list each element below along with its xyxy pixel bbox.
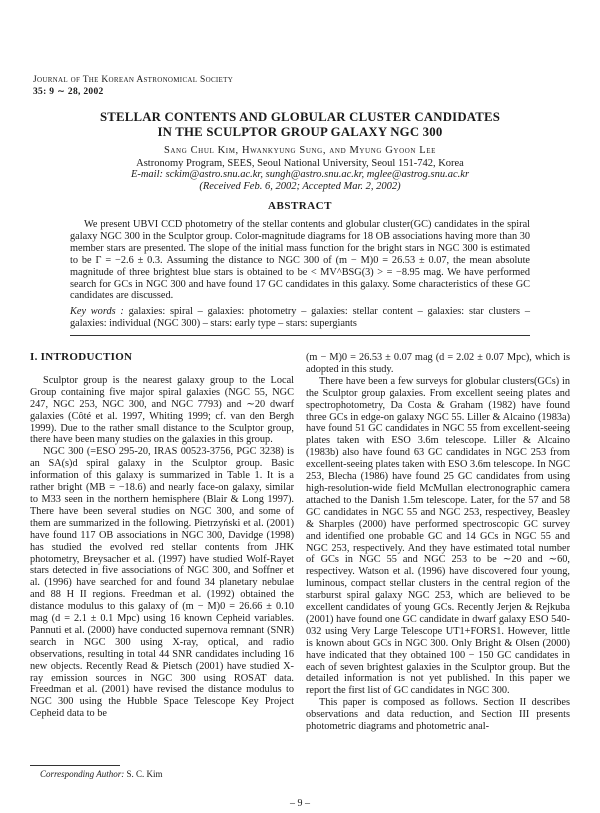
author-list: Sang Chul Kim, Hwankyung Sung, and Myung Gyoon Lee — [163, 145, 437, 156]
footnote — [40, 769, 163, 779]
journal-name: Journal of The Korean Astronomical Society — [33, 75, 234, 85]
body-paragraph: NGC 300 (=ESO 295-20, IRAS 00523-3756, PGC 3238) is an SA(s)d spiral galaxy in the Sculptor group. Basic information of this galaxy is summarized in Table 1. It is a rather bright (MB = −18.6) and nearly face-on galaxy, similar to M33 seen in the northern hemisphere (Blair & Long 1997). There have been several studies on NGC 300, and some of them are summarized in the following. Pietrzyński et al. (2001) have found 117 OB associations in NGC 300, Davidge (1998) has studied the evolved red stellar contents from JHK photometry, Breysacher et al. (1997) have studied Wolf-Rayet stars detected in five associations of NGC 300, and Soffner et al. (1996) have searched for and found 34 planetary nebulae and 88 H II regions. Freedman et al. (1992) obtained the distance modulus to this galaxy of (m − M)0 = 26.66 ± 0.10 mag (d = 2.1 ± 0.1 Mpc) using 16 known Cepheid variables. Pannuti et al. (2000) have conducted supernova remnant (SNR) search in NGC 300 using X-ray, optical, and radio observations, resulting in total 44 SNR candidates including 16 new objects. Recently Read & Pietsch (2001) have studied X-ray emission sources in NGC 300 using ROSAT data. Freedman et al. (2001) have revised the distance modulus to NGC 300 using the Hubble Space Telescope Key Project Cepheid data to be — [30, 446, 294, 720]
journal-volume: 35: 9 ∼ 28, 2002 — [33, 87, 104, 97]
journal-header — [33, 74, 233, 98]
received-date: (Received Feb. 6, 2002; Accepted Mar. 2, 2002) — [199, 181, 401, 192]
body-paragraph: (m − M)0 = 26.53 ± 0.07 mag (d = 2.02 ± 0.07 Mpc), which is adopted in this study. — [306, 352, 570, 375]
email-line: E-mail: sckim@astro.snu.ac.kr, sungh@astro.snu.ac.kr, mglee@astrog.snu.ac.kr — [130, 169, 470, 180]
right-column — [306, 352, 570, 733]
body-paragraph: Sculptor group is the nearest galaxy group to the Local Group containing five major spiral galaxies (NGC 55, NGC 247, NGC 253, NGC 300, and NGC 7793) and ∼20 dwarf galaxies (Côté et al. 1997, Whiting 1999; cf. van den Bergh 1999). Due to the rather small distance to the Sculptor group, there have been many studies on the galaxies in this group. — [30, 374, 294, 446]
title-line: STELLAR CONTENTS AND GLOBULAR CLUSTER CANDIDATES — [99, 110, 501, 124]
footnote-name: S. C. Kim — [126, 769, 163, 779]
body-paragraph: This paper is composed as follows. Section II describes observations and data reduction, and Section III presents photometric diagrams and photometric anal- — [306, 697, 570, 733]
abstract-heading: ABSTRACT — [268, 200, 332, 212]
footnote-divider — [30, 765, 120, 766]
footnote-label: Corresponding Author: — [40, 769, 125, 779]
left-column — [30, 352, 294, 720]
page-number: – 9 – — [290, 798, 310, 809]
body-paragraph: There have been a few surveys for globular clusters(GCs) in the Sculptor group galaxies. From excellent seeing plates and spectrophotometry, Da Costa & Graham (1982) have found three GCs in edge-on galaxy NGC 55. Liller & Alcaino (1983a) have found 51 GC candidates in NGC 55 from excellent-seeing plates taken with ESO 3.6m telescope. Liller & Alcaino (1983b) also have found 63 GC candidates in NGC 253 from excellent-seeing plates taken with ESO 3.6m telescope. In NGC 253, Blecha (1986) have found 25 GC candidates from using high-resolution-wide field McMullan electronographic camera attached to the Danish 1.5m telescope. Later, for the 57 and 58 GC candidates in NGC 55 and NGC 253, respectivey, Beasley & Sharples (2000) have performed spectroscopic GC survey and identified one probable GC and 14 GCs in NGC 55 and NGC 253, respectively. And they have estimated total number of GCs in NGC 55 and NGC 253 to be ∼20 and ∼60, respectivey. Watson et al. (1996) have discovered four young, luminous, compact stellar clusters in the central region of the starburst spiral galaxy NGC 253, which are believed to be excellent candidates of young GCs. Recently Jerjen & Rejkuba (2001) have found one GC candidate in dwarf galaxy ESO 540-032 using Very Large Telescope UT1+FORS1. However, little is known about GCs in NGC 300. Only Bright & Olsen (2000) have indicated that they obtained 100 − 150 GC candidates in each of seven brightest galaxies in the Sculptor group. But the detailed information is not yet published. In this paper we report the first list of GC candidates in NGC 300. — [306, 375, 570, 697]
section-heading: I. INTRODUCTION — [30, 351, 133, 363]
keywords — [70, 306, 530, 330]
title-line: IN THE SCULPTOR GROUP GALAXY NGC 300 — [157, 125, 443, 139]
abstract-text: We present UBVI CCD photometry of the stellar contents and globular cluster(GC) candidates in the spiral galaxy NGC 300 in the Sculptor group. Color-magnitude diagrams for 18 OB associations having more than 30 member stars are presented. The slope of the initial mass function for the bright stars in NGC 300 is estimated to be Γ = −2.6 ± 0.3. Assuming the distance to NGC 300 of (m − M)0 = 26.53 ± 0.07, the mean absolute magnitude of three brightest blue stars is obtained to be < MV^BSG(3) > = −8.95 mag. We have performed search for GCs in NGC 300 and have found 17 GC candidates in this galaxy. Some characteristics of these GC candidates are discussed. — [70, 219, 530, 302]
abstract-divider — [70, 335, 530, 336]
affiliation: Astronomy Program, SEES, Seoul National University, Seoul 151-742, Korea — [136, 158, 464, 169]
keywords-label: Key words : — [70, 306, 124, 317]
keywords-text: galaxies: spiral – galaxies: photometry – galaxies: stellar content – galaxies: star clusters – galaxies: individual (NGC 300) – stars: early type – stars: supergiants — [70, 306, 530, 329]
paper-title — [40, 110, 560, 140]
